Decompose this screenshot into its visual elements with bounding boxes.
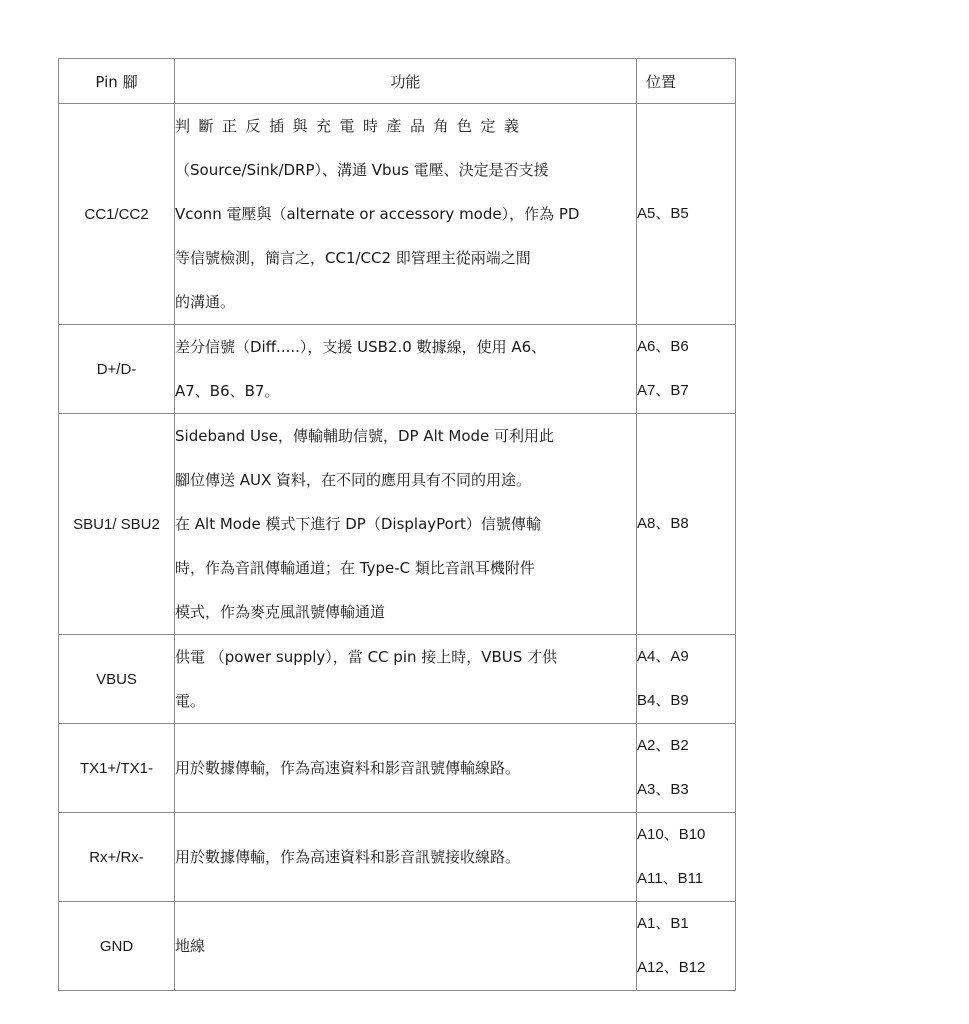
position-line: A5、B5 (637, 205, 689, 222)
function-line: 電。 (175, 692, 206, 710)
header-pin: Pin 腳 (59, 59, 175, 104)
pin-name: Rx+/Rx- (59, 813, 175, 902)
function-line: 差分信號（Diff.....），支援 USB2.0 數據線，使用 A6、 (175, 338, 547, 356)
function-line: 腳位傳送 AUX 資料，在不同的應用具有不同的用途。 (175, 471, 532, 489)
function-line: A7、B6、B7。 (175, 382, 280, 400)
table-row (59, 724, 736, 813)
header-function: 功能 (175, 59, 637, 104)
pin-position (637, 104, 736, 325)
function-line: 供電 （power supply），當 CC pin 接上時，VBUS 才供 (175, 648, 558, 666)
usb-type-c-pin-table (58, 58, 736, 991)
header-position: 位置 (637, 59, 736, 104)
pin-name: GND (59, 902, 175, 991)
pin-function (175, 813, 637, 902)
pin-function (175, 902, 637, 991)
position-line: B4、B9 (637, 692, 689, 709)
function-line: 地線 (175, 937, 206, 955)
function-line: 的溝通。 (175, 293, 236, 311)
position-line: A6、B6 (637, 338, 689, 355)
header-row (59, 59, 736, 104)
pin-position (637, 724, 736, 813)
position-line: A4、A9 (637, 648, 689, 665)
table-row (59, 635, 736, 724)
function-line: 在 Alt Mode 模式下進行 DP（DisplayPort）信號傳輸 (175, 515, 541, 533)
pin-name: TX1+/TX1- (59, 724, 175, 813)
function-line: 時，作為音訊傳輸通道；在 Type-C 類比音訊耳機附件 (175, 559, 535, 577)
position-line: A1、B1 (637, 915, 689, 932)
pin-name: SBU1/ SBU2 (59, 414, 175, 635)
pin-position (637, 813, 736, 902)
position-line: A12、B12 (637, 959, 706, 976)
pin-function (175, 724, 637, 813)
position-line: A3、B3 (637, 781, 689, 798)
position-line: A7、B7 (637, 382, 689, 399)
pin-function (175, 414, 637, 635)
pin-position (637, 325, 736, 414)
position-line: A2、B2 (637, 737, 689, 754)
function-line: 等信號檢測，簡言之，CC1/CC2 即管理主從兩端之間 (175, 249, 531, 267)
pin-name: VBUS (59, 635, 175, 724)
table-row (59, 325, 736, 414)
function-line: （Source/Sink/DRP）、溝通 Vbus 電壓、決定是否支援 (175, 161, 549, 179)
function-line: 判斷正反插與充電時產品角色定義 (175, 117, 528, 135)
position-line: A8、B8 (637, 515, 689, 532)
function-line: 用於數據傳輸，作為高速資料和影音訊號接收線路。 (175, 848, 521, 866)
pin-position (637, 635, 736, 724)
pin-function (175, 325, 637, 414)
function-line: Vconn 電壓與（alternate or accessory mode），作為 PD (175, 205, 580, 223)
pin-function (175, 635, 637, 724)
function-line: 用於數據傳輸，作為高速資料和影音訊號傳輸線路。 (175, 759, 521, 777)
pin-position (637, 902, 736, 991)
pin-function (175, 104, 637, 325)
table-row (59, 813, 736, 902)
pin-position (637, 414, 736, 635)
function-line: 模式，作為麥克風訊號傳輸通道 (175, 603, 386, 621)
table-row (59, 104, 736, 325)
table-row (59, 902, 736, 991)
pin-name: CC1/CC2 (59, 104, 175, 325)
position-line: A11、B11 (637, 870, 704, 887)
function-line: Sideband Use，傳輸輔助信號，DP Alt Mode 可利用此 (175, 427, 555, 445)
pin-name: D+/D- (59, 325, 175, 414)
position-line: A10、B10 (637, 826, 706, 843)
table-row (59, 414, 736, 635)
